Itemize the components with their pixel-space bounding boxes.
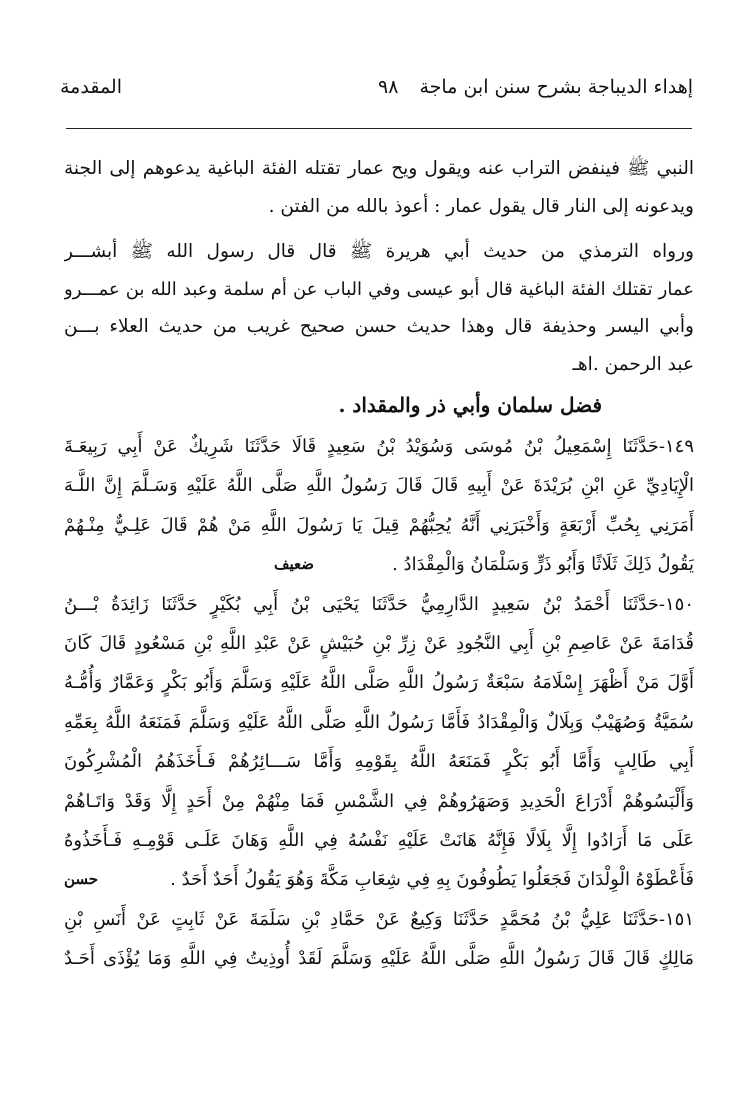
page-number: ٩٨ [378, 76, 399, 98]
hadith-line: أَمَرَنِي بِحُبِّ أَرْبَعَةٍ وَأَخْبَرَنِي أَنَّهُ يُحِبُّهُمْ قِيلَ يَا رَسُولَ اللَّهِ مَنْ هُمْ قَالَ عَلِـيٌّ مِنْـهُمْ [64, 514, 694, 536]
header-rule [66, 128, 692, 129]
page-body [64, 150, 694, 978]
commentary-line: عمار تقتلك الفئة الباغية قال أبو عيسى وفي الباب عن أم سلمة وعبد الله بن عمـــرو [64, 278, 694, 300]
hadith-line: أَبِي طَالِبٍ وَأَمَّا أَبُو بَكْرٍ فَمَنَعَهُ اللَّهُ بِقَوْمِهِ وَأَمَّا سَـــائِرُهُمْ فَـأَخَذَهُمُ الْمُشْرِكُونَ [64, 751, 694, 773]
hadith-149 [64, 427, 694, 585]
hadith-last-line [64, 860, 694, 899]
commentary-line: وأبي اليسر وحذيفة قال وهذا حديث حسن صحيح غريب من حديث العلاء بـــن [64, 316, 694, 337]
book-title: إهداء الديباجة بشرح سنن ابن ماجة [419, 76, 693, 98]
hadith-line: الْإِيَادِيِّ عَنِ ابْنِ بُرَيْدَةَ عَنْ أَبِيهِ قَالَ قَالَ رَسُولُ اللَّهِ صَلَّى اللَّهُ عَلَيْهِ وَسَـلَّمَ إِنَّ اللَّـهَ [64, 475, 694, 497]
commentary-line: النبي ﷺ فينفض التراب عنه ويقول ويح عمار تقتله الفئة الباغية يدعوهم إلى الجنة [64, 158, 694, 179]
commentary-line: ورواه الترمذي من حديث أبي هريرة ﷺ قال قال رسول الله ﷺ أبشـــر [64, 241, 694, 262]
hadith-last-line [64, 545, 694, 584]
hadith-line: ١٥٠-حَدَّثَنَا أَحْمَدُ بْنُ سَعِيدٍ الدَّارِمِيُّ حَدَّثَنَا يَحْيَى بْنُ أَبِي بُكَيْرٍ حَدَّثَنَا زَائِدَةُ بْـــنُ [64, 593, 694, 615]
hadith-line: أَوَّلَ مَنْ أَظْهَرَ إِسْلَامَهُ سَبْعَةٌ رَسُولُ اللَّهِ صَلَّى اللَّهُ عَلَيْهِ وَسَلَّمَ وَأَبُو بَكْرٍ وَعَمَّارٌ وَأُمُّـهُ [64, 672, 694, 694]
commentary-line: ويدعونه إلى النار قال يقول عمار : أعوذ بالله من الفتن . [268, 195, 694, 217]
commentary-block [64, 150, 694, 383]
hadith-line: ١٥١-حَدَّثَنَا عَلِيُّ بْنُ مُحَمَّدٍ حَدَّثَنَا وَكِيعٌ عَنْ حَمَّادِ بْنِ سَلَمَةَ عَنْ ثَابِتٍ عَنْ أَنَسِ بْنِ [64, 908, 694, 930]
hadith-line: قُدَامَةَ عَنْ عَاصِمِ بْنِ أَبِي النَّجُودِ عَنْ زِرِّ بْنِ حُبَيْشٍ عَنْ عَبْدِ اللَّهِ بْنِ مَسْعُودٍ قَالَ كَانَ [64, 632, 694, 654]
running-header [60, 76, 693, 106]
hadith-line: وَأَلْبَسُوهُمْ أَدْرَاعَ الْحَدِيدِ وَصَهَرُوهُمْ فِي الشَّمْسِ فَمَا مِنْهُمْ مِنْ أَحَدٍ إِلَّا وَقَدْ وَاتَـاهُمْ [64, 790, 694, 812]
hadith-line: فَأَعْطَوْهُ الْوِلْدَانَ فَجَعَلُوا يَطُوفُونَ بِهِ فِي شِعَابِ مَكَّةَ وَهُوَ يَقُولُ أَحَدٌ أَحَدٌ . [170, 869, 694, 891]
paragraph-gap [64, 225, 694, 233]
hadith-line: ١٤٩-حَدَّثَنَا إِسْمَعِيلُ بْنُ مُوسَى وَسُوَيْدُ بْنُ سَعِيدٍ قَالَا حَدَّثَنَا شَرِيكٌ عَنْ أَبِي رَبِيعَـةَ [64, 436, 694, 457]
hadith-151 [64, 900, 694, 979]
commentary-line: عبد الرحمن .اهـ [572, 353, 694, 375]
hadith-grade: حسن [64, 870, 99, 889]
hadith-line: يَقُولُ ذَلِكَ ثَلَاثًا وَأَبُو ذَرٍّ وَسَلْمَانُ وَالْمِقْدَادُ . [392, 554, 694, 576]
hadith-line: عَلَى مَا أَرَادُوا إِلَّا بِلَالًا فَإِنَّهُ هَانَتْ عَلَيْهِ نَفْسُهُ فِي اللَّهِ وَهَانَ عَلَـى قَوْمِـهِ فَـأَخَذُوهُ [64, 829, 694, 851]
hadith-line: سُمَيَّةُ وَصُهَيْبٌ وَبِلَالٌ وَالْمِقْدَادُ فَأَمَّا رَسُولُ اللَّهِ صَلَّى اللَّهُ عَلَيْهِ وَسَلَّمَ فَمَنَعَهُ اللَّهُ بِعَمِّهِ [64, 711, 694, 733]
hadith-line: مَالِكٍ قَالَ قَالَ رَسُولُ اللَّهِ صَلَّى اللَّهُ عَلَيْهِ وَسَلَّمَ لَقَدْ أُوذِيتُ فِي اللَّهِ وَمَا يُؤْذَى أَحَـدٌ [64, 948, 694, 970]
section-name: المقدمة [60, 76, 123, 98]
section-heading: فضل سلمان وأبي ذر والمقداد . [338, 393, 602, 417]
hadith-grade: ضعيف [274, 555, 315, 574]
hadith-150 [64, 585, 694, 900]
